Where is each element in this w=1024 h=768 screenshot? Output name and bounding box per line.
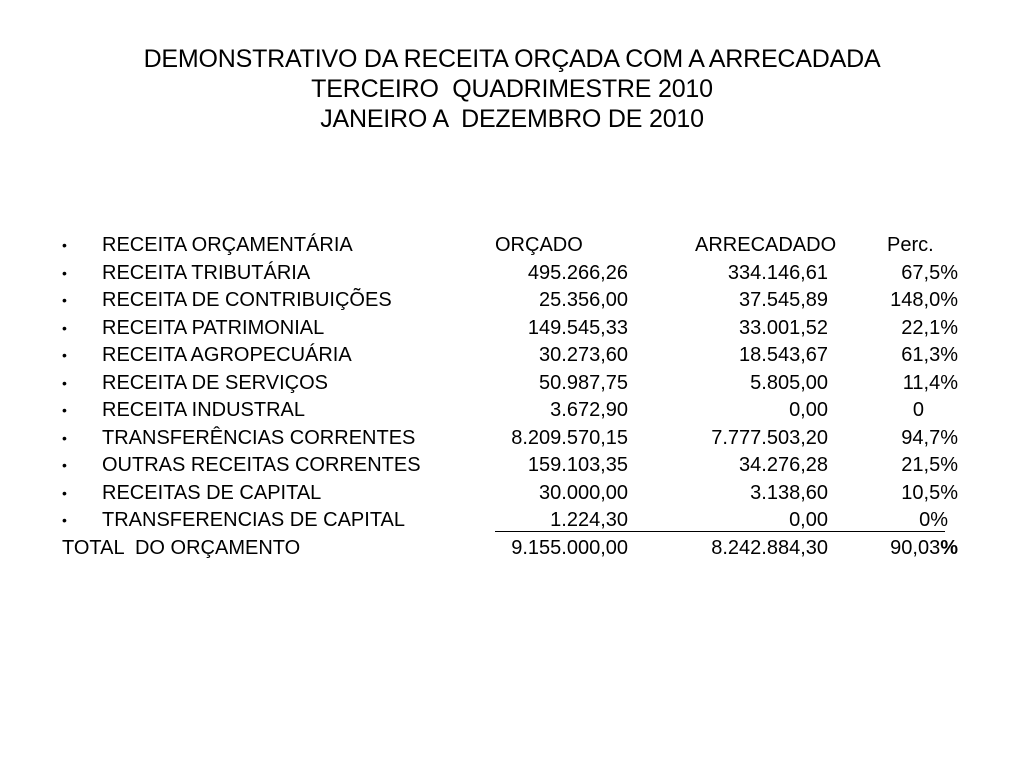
row-perc: 94,7% (901, 426, 958, 449)
row-arrecadado: 3.138,60 (750, 481, 828, 504)
bullet-icon: • (62, 512, 67, 528)
row-orcado: 30.000,00 (539, 481, 628, 504)
row-perc: 22,1% (901, 316, 958, 339)
total-perc (890, 535, 958, 563)
title-line-2: TERCEIRO QUADRIMESTRE 2010 (311, 75, 713, 103)
table-row (0, 452, 1024, 480)
bullet-icon: • (62, 402, 67, 418)
bullet-icon: • (62, 457, 67, 473)
total-arrecadado: 8.242.884,30 (711, 536, 828, 559)
table-row (0, 315, 1024, 343)
row-arrecadado: 0,00 (789, 399, 828, 421)
row-arrecadado: 7.777.503,20 (711, 426, 828, 449)
row-label: RECEITA DE SERVIÇOS (102, 371, 328, 394)
table-row (0, 287, 1024, 315)
row-label: RECEITA AGROPECUÁRIA (102, 344, 352, 366)
row-label: TRANSFERENCIAS DE CAPITAL (102, 509, 406, 531)
bullet-icon: • (62, 237, 67, 253)
total-label: TOTAL DO ORÇAMENTO (62, 536, 301, 559)
row-perc: 67,5% (901, 261, 958, 284)
title-line-1: DEMONSTRATIVO DA RECEITA ORÇADA COM A ARRECADADA (143, 45, 881, 73)
table-row (0, 342, 1024, 370)
bullet-icon: • (62, 429, 67, 446)
row-perc: 11,4% (902, 371, 958, 394)
row-label: RECEITA DE CONTRIBUIÇÕES (102, 289, 392, 311)
table-header-row (0, 232, 1024, 260)
total-perc-symbol: % (940, 536, 958, 559)
row-perc: 0% (919, 509, 948, 531)
bullet-icon: • (62, 292, 67, 308)
row-arrecadado: 18.543,67 (739, 344, 828, 366)
header-orcado: ORÇADO (495, 234, 583, 256)
row-orcado: 25.356,00 (539, 289, 628, 311)
row-perc: 61,3% (901, 344, 958, 366)
row-perc: 148,0% (890, 289, 958, 311)
row-perc: 0 (912, 399, 924, 421)
bullet-icon: • (62, 264, 67, 281)
bullet-icon: • (62, 374, 67, 391)
revenue-table (0, 232, 1024, 562)
table-row (0, 370, 1024, 398)
bullet-icon: • (62, 484, 67, 501)
row-label: RECEITA INDUSTRAL (102, 399, 305, 421)
subtotal-underline (495, 531, 945, 532)
row-label: RECEITA TRIBUTÁRIA (102, 261, 311, 284)
row-perc: 10,5% (901, 481, 958, 504)
table-row (0, 260, 1024, 288)
table-row (0, 480, 1024, 508)
row-orcado: 30.273,60 (539, 344, 628, 366)
row-perc: 21,5% (901, 454, 958, 476)
row-orcado: 8.209.570,15 (511, 426, 628, 449)
total-perc-number: 90,03 (890, 536, 941, 559)
slide-title (0, 44, 1024, 134)
row-arrecadado: 334.146,61 (727, 261, 828, 284)
row-label: TRANSFERÊNCIAS CORRENTES (102, 426, 416, 449)
row-orcado: 50.987,75 (539, 371, 628, 394)
row-arrecadado: 0,00 (789, 509, 828, 531)
bullet-icon: • (62, 319, 67, 336)
row-orcado: 159.103,35 (527, 454, 628, 476)
header-arrecadado: ARRECADADO (695, 234, 837, 256)
title-line-3: JANEIRO A DEZEMBRO DE 2010 (320, 105, 704, 133)
total-row (0, 535, 1024, 563)
row-arrecadado: 34.276,28 (739, 454, 828, 476)
table-row (0, 397, 1024, 425)
row-label: RECEITAS DE CAPITAL (102, 481, 322, 504)
row-arrecadado: 5.805,00 (750, 371, 828, 394)
table-row (0, 425, 1024, 453)
row-orcado: 1.224,30 (550, 509, 628, 531)
bullet-icon: • (62, 347, 67, 363)
row-label: OUTRAS RECEITAS CORRENTES (102, 454, 421, 476)
row-arrecadado: 33.001,52 (739, 316, 828, 339)
row-label: RECEITA PATRIMONIAL (102, 316, 325, 339)
row-orcado: 3.672,90 (550, 399, 628, 421)
row-orcado: 149.545,33 (527, 316, 628, 339)
row-arrecadado: 37.545,89 (739, 289, 828, 311)
header-label: RECEITA ORÇAMENTÁRIA (102, 234, 353, 256)
table-row (0, 507, 1024, 535)
header-perc: Perc. (887, 234, 934, 256)
total-orcado: 9.155.000,00 (511, 536, 628, 559)
row-orcado: 495.266,26 (527, 261, 628, 284)
